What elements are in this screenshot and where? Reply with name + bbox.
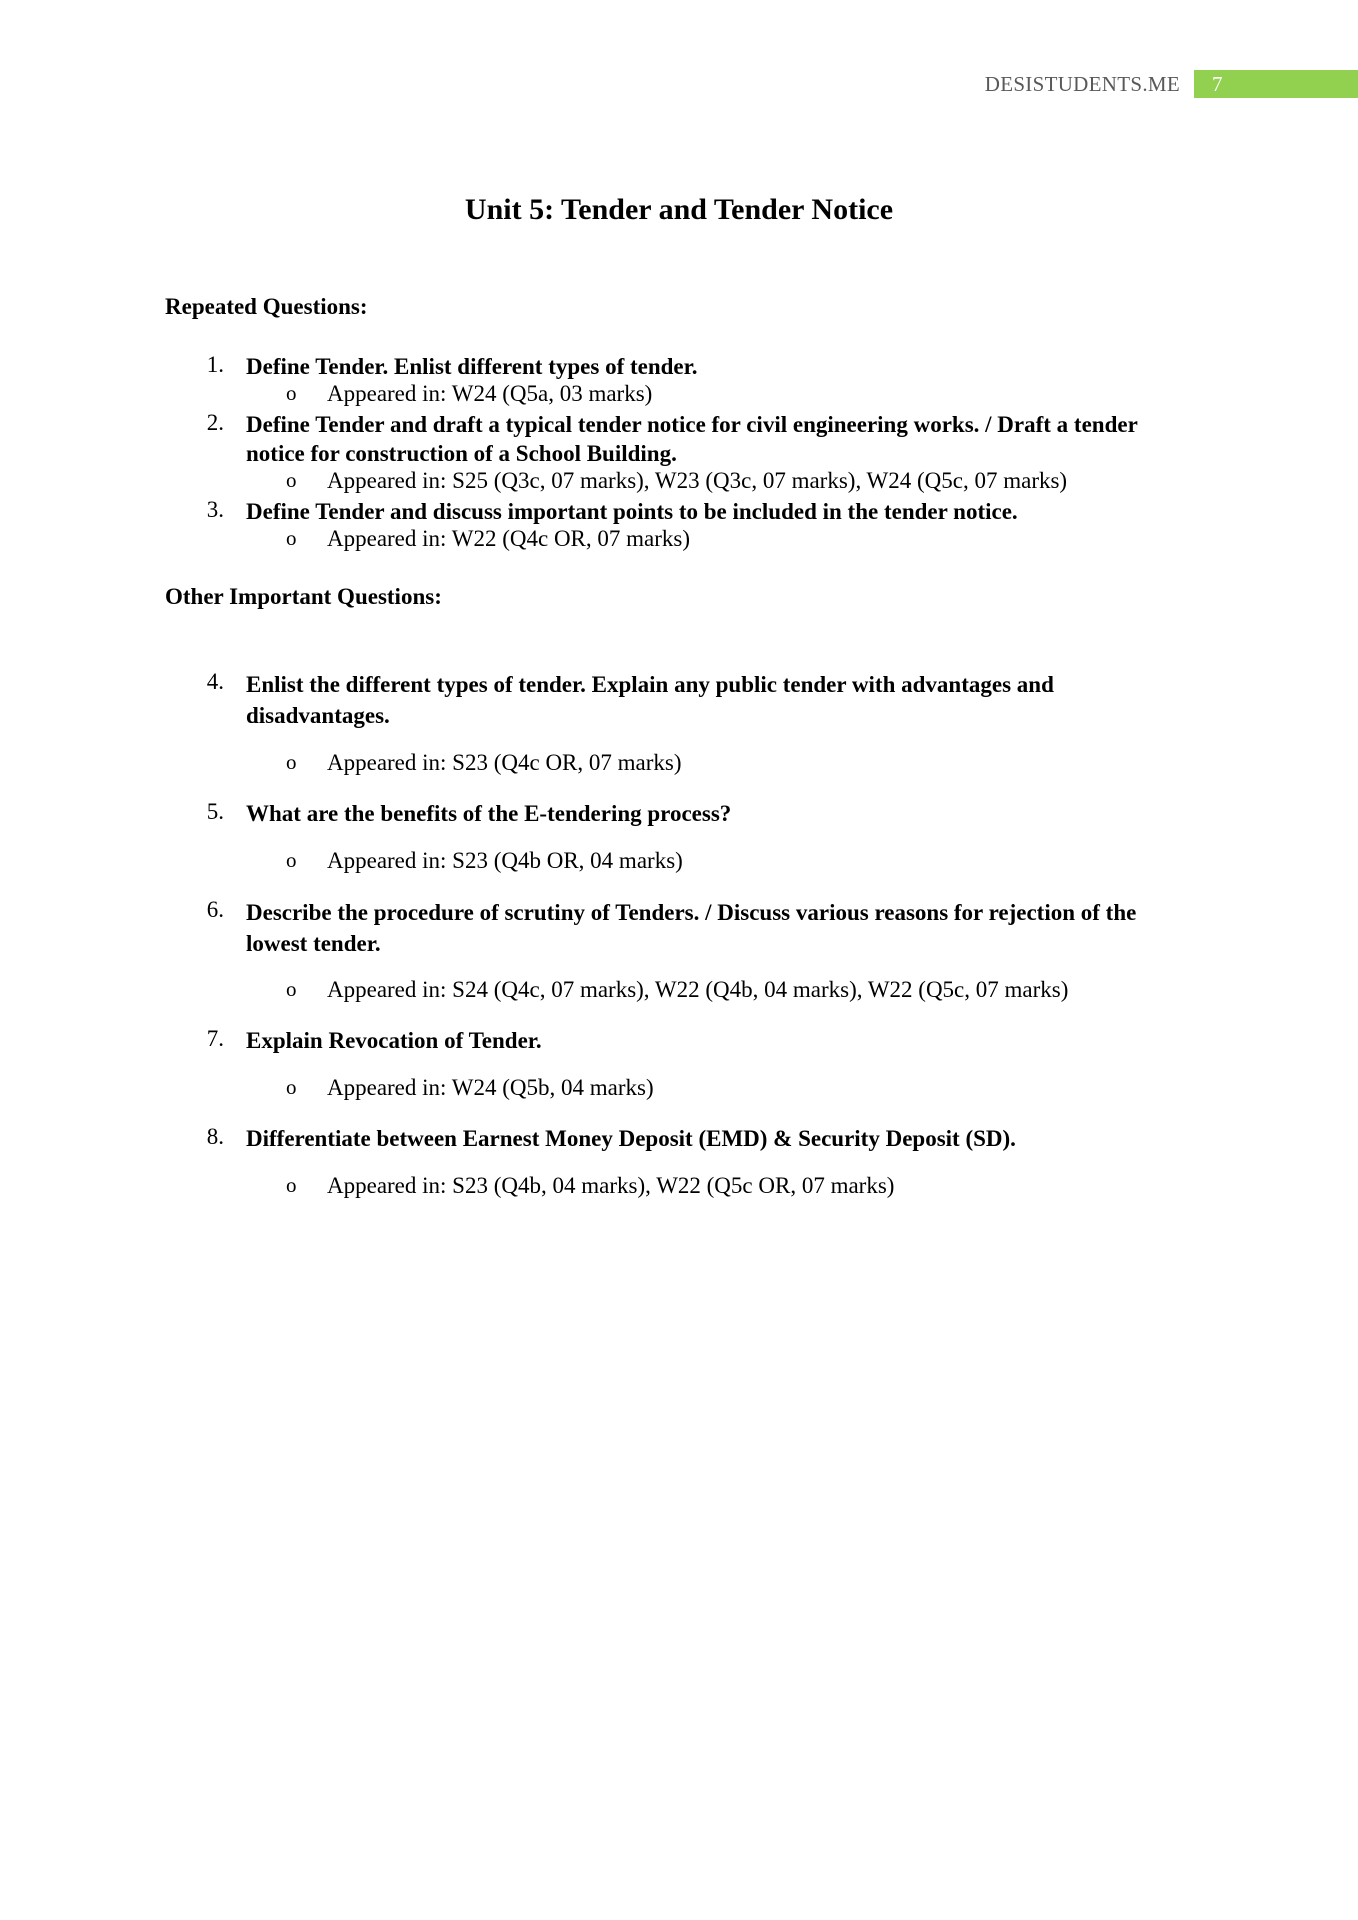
question-number: 2.	[206, 410, 224, 435]
page-title: Unit 5: Tender and Tender Notice	[464, 193, 894, 226]
appeared-text: Appeared in: S24 (Q4c, 07 marks), W22 (Q4b, 04 marks), W22 (Q5c, 07 marks)	[327, 977, 1069, 1002]
bullet-icon: o	[286, 977, 297, 1001]
bullet-icon: o	[286, 526, 297, 550]
question-number: 4.	[206, 669, 224, 694]
bullet-icon: o	[286, 1173, 297, 1197]
bullet-icon: o	[286, 468, 297, 492]
appeared-text: Appeared in: W24 (Q5a, 03 marks)	[327, 381, 653, 406]
question-text: Describe the procedure of scrutiny of Tenders. / Discuss various reasons for rejection of the lowest tender.	[246, 900, 1137, 956]
bullet-icon: o	[286, 1075, 297, 1099]
other-questions-heading: Other Important Questions:	[165, 584, 442, 609]
question-number: 7.	[206, 1026, 224, 1051]
question-text: Differentiate between Earnest Money Deposit (EMD) & Security Deposit (SD).	[246, 1126, 1016, 1151]
appeared-text: Appeared in: W22 (Q4c OR, 07 marks)	[327, 526, 691, 551]
appeared-text: Appeared in: S23 (Q4b, 04 marks), W22 (Q5c OR, 07 marks)	[327, 1173, 895, 1198]
question-number: 1.	[206, 352, 224, 377]
page-header	[985, 70, 1358, 98]
site-name: DESISTUDENTS.ME	[984, 71, 1180, 96]
question-number: 3.	[206, 497, 224, 522]
bullet-icon: o	[286, 848, 297, 872]
appeared-text: Appeared in: S23 (Q4c OR, 07 marks)	[327, 750, 682, 775]
question-text: Define Tender. Enlist different types of tender.	[246, 354, 698, 379]
bullet-icon: o	[286, 381, 297, 405]
question-number: 5.	[206, 799, 224, 824]
question-text: Define Tender and draft a typical tender notice for civil engineering works. / Draft a tender notice for construction of a School Building.	[246, 412, 1138, 466]
question-text: Explain Revocation of Tender.	[246, 1028, 542, 1053]
page-number: 7	[1194, 70, 1358, 98]
appeared-text: Appeared in: S25 (Q3c, 07 marks), W23 (Q3c, 07 marks), W24 (Q5c, 07 marks)	[327, 468, 1068, 493]
bullet-icon: o	[286, 750, 297, 774]
repeated-questions-heading: Repeated Questions:	[165, 294, 368, 319]
question-text: What are the benefits of the E-tendering process?	[246, 801, 732, 826]
question-text: Enlist the different types of tender. Explain any public tender with advantages and disadvantages.	[246, 672, 1054, 728]
appeared-text: Appeared in: S23 (Q4b OR, 04 marks)	[327, 848, 683, 873]
question-number: 6.	[206, 897, 224, 922]
question-text: Define Tender and discuss important points to be included in the tender notice.	[246, 499, 1018, 524]
appeared-text: Appeared in: W24 (Q5b, 04 marks)	[327, 1075, 654, 1100]
question-number: 8.	[206, 1124, 224, 1149]
